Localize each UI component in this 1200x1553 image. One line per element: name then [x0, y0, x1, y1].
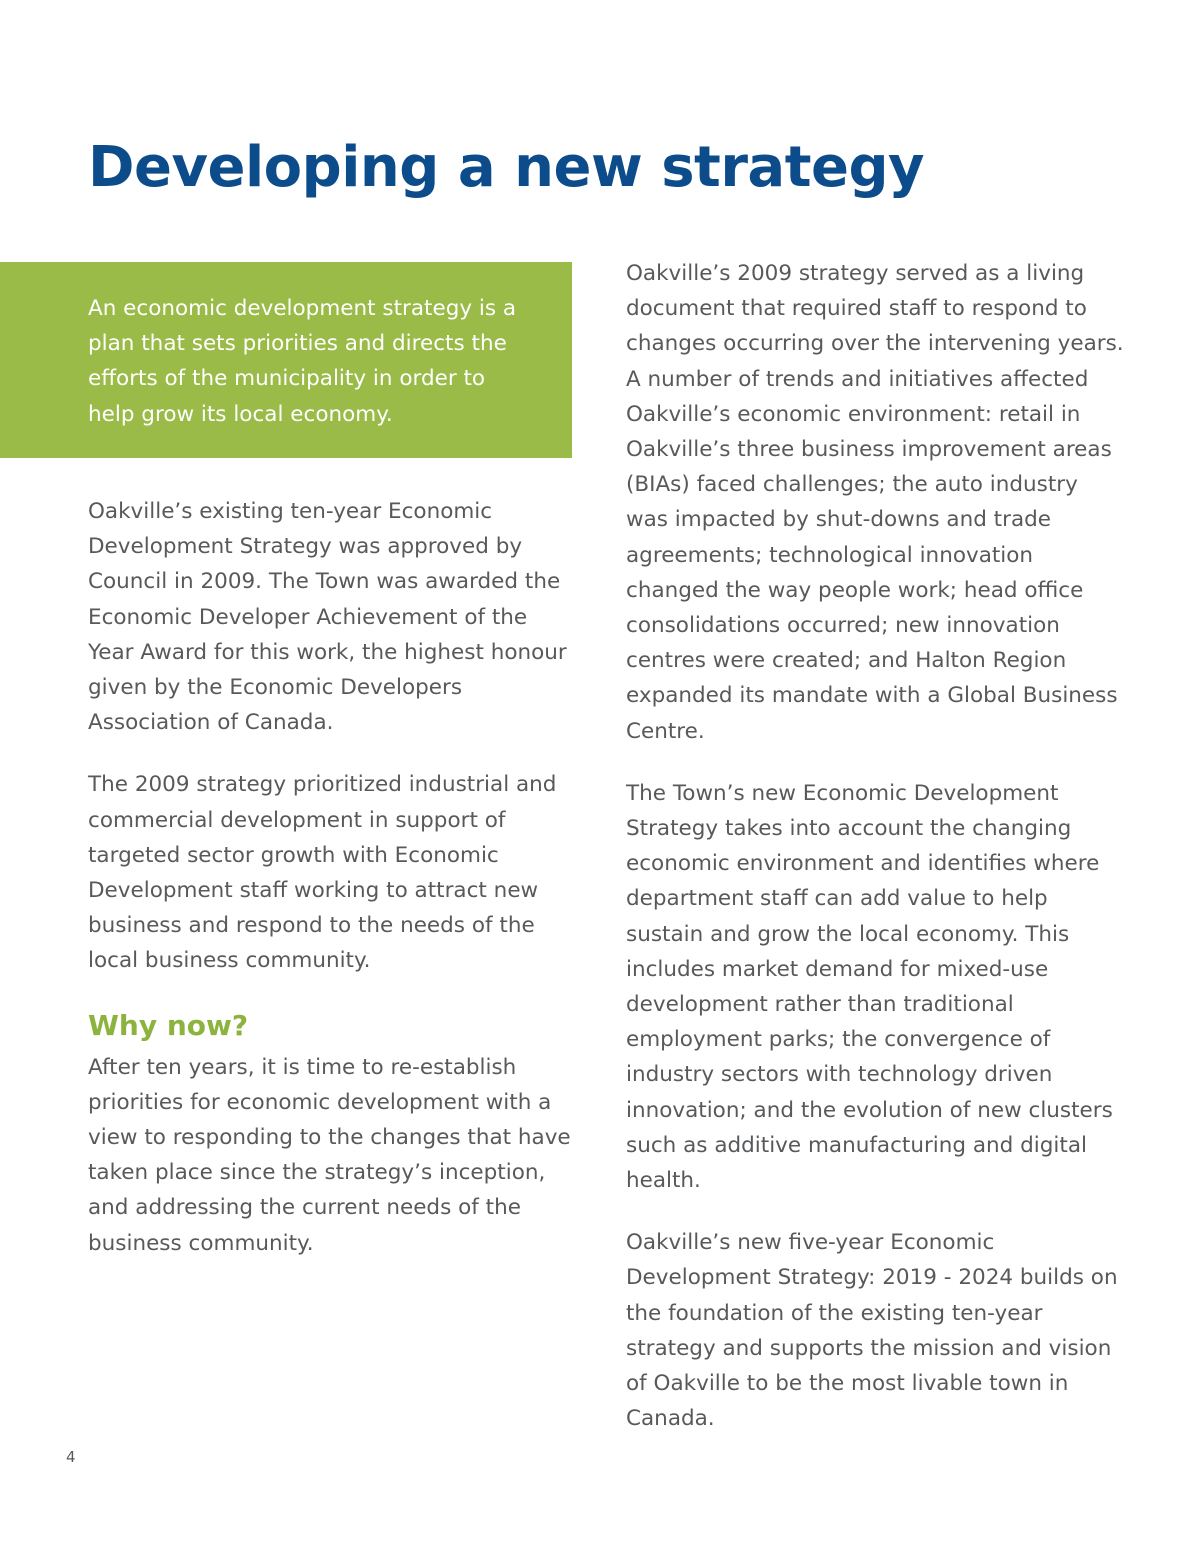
left-column [88, 494, 572, 1261]
body-paragraph: The 2009 strategy prioritized industrial and commercial development in support of targeted sector growth with Economic Development staff working to attract new business and respond to the needs of the local business community. [88, 772, 557, 974]
body-paragraph: Oakville’s new five-year Economic Development Strategy: 2019 - 2024 builds on the foundation of the existing ten-year strategy and supports the mission and vision of Oakville to be the most livable town in Canada. [626, 1230, 1118, 1432]
right-column [626, 256, 1126, 1437]
page-number: 4 [66, 1448, 76, 1466]
callout-box [0, 262, 572, 458]
body-paragraph: After ten years, it is time to re-establish priorities for economic development with a view to responding to the changes that have taken place since the strategy’s inception, and addressing the current needs of the business community. [88, 1054, 571, 1256]
callout-text: An economic development strategy is a plan that sets priorities and directs the efforts of the municipality in order to help grow its local economy. [88, 296, 517, 427]
body-paragraph: The Town’s new Economic Development Strategy takes into account the changing economic environment and identifies where department staff can add value to help sustain and grow the local economy. This includes market demand for mixed-use development rather than traditional employment parks; the convergence of industry sectors with technology driven innovation; and the evolution of new clusters such as additive manufacturing and digital health. [626, 780, 1113, 1194]
section-heading-why-now: Why now? [88, 1008, 249, 1042]
page-title: Developing a new strategy [88, 135, 925, 200]
body-paragraph: Oakville’s 2009 strategy served as a living document that required staff to respond to changes occurring over the intervening years. A number of trends and initiatives affected Oakville’s economic environment: retail in Oakville’s three business improvement areas (BIAs) faced challenges; the auto industry was impacted by shut-downs and trade agreements; technological innovation changed the way people work; head office consolidations occurred; new innovation centres were created; and Halton Region expanded its mandate with a Global Business Centre. [626, 261, 1124, 744]
body-paragraph: Oakville’s existing ten-year Economic Development Strategy was approved by Council in 2009. The Town was awarded the Economic Developer Achievement of the Year Award for this work, the highest honour given by the Economic Developers Association of Canada. [88, 499, 567, 736]
